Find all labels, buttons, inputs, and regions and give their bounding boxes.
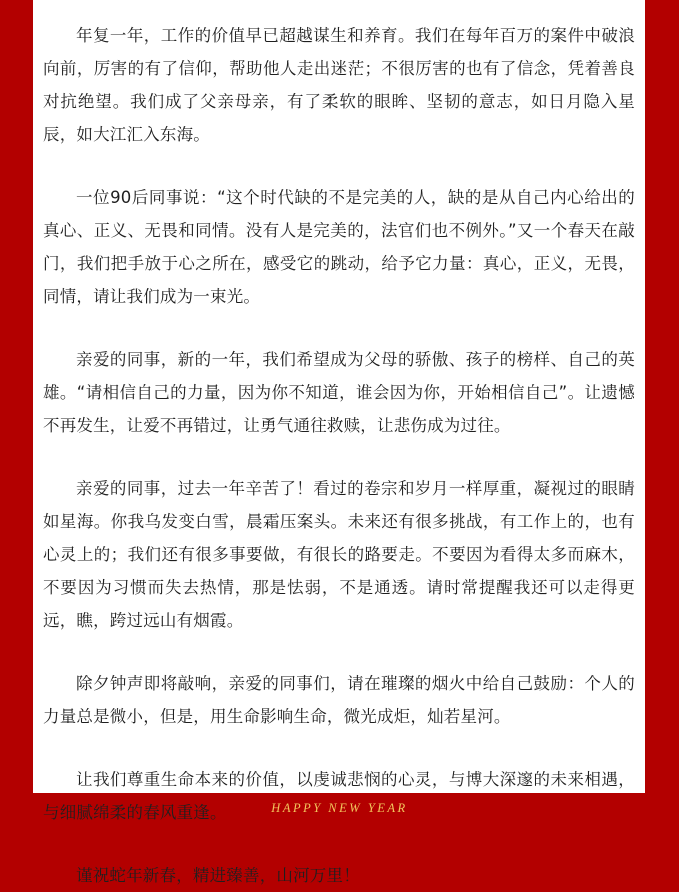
paragraph-4: 亲爱的同事，过去一年辛苦了！看过的卷宗和岁月一样厚重，凝视过的眼睛如星海。你我乌发变白雪，晨霜压案头。未来还有很多挑战，有工作上的，也有心灵上的；我们还有很多事要做，有很长的路要走。不要因为看得太多而麻木，不要因为习惯而失去热情，那是怯弱，不是通透。请时常提醒我还可以走得更远，瞧，跨过远山有烟霞。	[43, 479, 635, 630]
paragraph-6: 让我们尊重生命本来的价值，以虔诚悲悯的心灵，与博大深邃的未来相遇，与细腻绵柔的春风重逢。	[43, 770, 635, 822]
paragraph-2: 一位90后同事说：“这个时代缺的不是完美的人，缺的是从自己内心给出的真心、正义、无畏和同情。没有人是完美的，法官们也不例外。”又一个春天在敲门，我们把手放于心之所在，感受它的跳动，给予它力量：真心，正义，无畏，同情，请让我们成为一束光。	[43, 188, 635, 306]
paragraph-1: 年复一年，工作的价值早已超越谋生和养育。我们在每年百万的案件中破浪向前，厉害的有了信仰，帮助他人走出迷茫；不很厉害的也有了信念，凭着善良对抗绝望。我们成了父亲母亲，有了柔软的眼眸、坚韧的意志，如日月隐入星辰，如大江汇入东海。	[43, 26, 635, 144]
footer-banner: HAPPY NEW YEAR	[271, 801, 408, 815]
closing-greeting: 谨祝蛇年新春，精进臻善，山河万里！	[76, 866, 360, 885]
paragraph-5: 除夕钟声即将敲响，亲爱的同事们，请在璀璨的烟火中给自己鼓励：个人的力量总是微小，但是，用生命影响生命，微光成炬，灿若星河。	[43, 674, 635, 726]
paragraph-3: 亲爱的同事，新的一年，我们希望成为父母的骄傲、孩子的榜样、自己的英雄。“请相信自己的力量，因为你不知道，谁会因为你，开始相信自己”。让遗憾不再发生，让爱不再错过，让勇气通往救赎，让悲伤成为过往。	[43, 350, 635, 435]
